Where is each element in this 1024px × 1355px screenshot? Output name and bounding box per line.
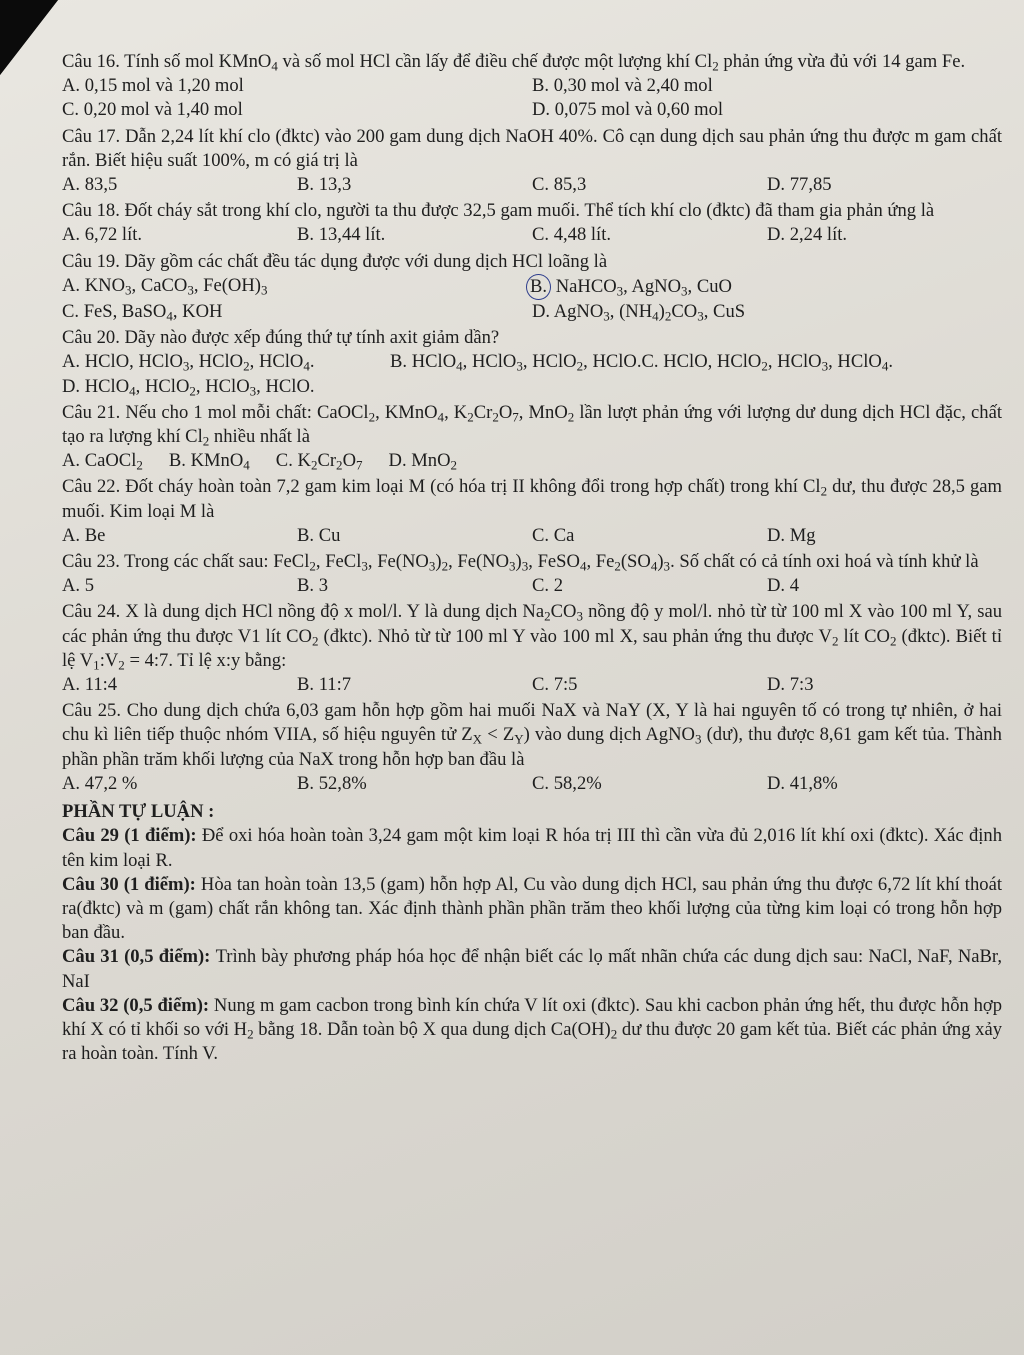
question-body: X là dung dịch HCl nồng độ x mol/l. Y là dung dịch $Na_2CO_3$ nồng độ y mol/l. nhỏ từ từ 100 ml X vào 100 ml Y, sau các phản ứng thu được V1 lít $CO_2$ (đktc). Nhỏ từ từ 100 ml Y vào 100 ml X, sau phản ứng thu được $V_2$ lít $CO_2$ (đktc). Biết tỉ lệ $V_1:V_2$ = 4:7. Tỉ lệ x:y bằng: [62, 601, 1002, 673]
question [62, 699, 1002, 796]
question-body: Dãy gồm các chất đều tác dụng được với dung dịch HCl loãng là [124, 250, 608, 272]
answer-option: D. 0,075 mol và 0,60 mol [532, 99, 724, 121]
question-text [62, 199, 1002, 223]
question-number: Câu 16. [62, 51, 125, 72]
answer-option: A. Be [62, 524, 106, 546]
question-body: Trong các chất sau: FeCl$_2$, FeCl$_3$, $Fe(NO_3)_2$, $Fe(NO_3)_3$, FeSO$_4$, $Fe_2(SO_4)_3$. Số chất có cả tính oxi hoá và tính khử là [124, 551, 979, 574]
folded-corner [0, 0, 58, 75]
question-body: Tính số mol KMnO$_4$ và số mol HCl cần lấy để điều chế được một lượng khí $Cl_2$ phản ứng vừa đủ với 14 gam Fe. [124, 51, 966, 74]
question [62, 600, 1002, 697]
essay-section-title: PHẦN TỰ LUẬN : [62, 801, 215, 823]
answer-option: C. HClO, HClO$_2$, HClO$_3$, HClO$_4$. [641, 351, 894, 374]
answer-option: B. Cu [297, 524, 341, 546]
question-text [62, 550, 1002, 574]
question-number: Câu 23. [62, 551, 125, 573]
answer-option: D. 77,85 [767, 174, 832, 196]
question-number: Câu 17. [62, 125, 126, 147]
question-text [62, 401, 1002, 449]
answer-option: C. Ca [532, 524, 575, 546]
essay-question [62, 824, 1002, 872]
answer-option: C. 0,20 mol và 1,40 mol [62, 99, 243, 121]
essay-question [62, 873, 1002, 946]
answer-option: A. 5 [62, 575, 95, 597]
answer-option: C. $K_2Cr_2O_7$ [275, 450, 363, 473]
essay-body: Hòa tan hoàn toàn 13,5 (gam) hỗn hợp Al, Cu vào dung dịch HCl, sau phản ứng thu được 6,72 lít khí thoát ra(đktc) và m (gam) chất rắn không tan. Xác định thành phần phần trăm theo khối lượng của từng kim loại có trong hỗn hợp ban đầu. [62, 873, 1002, 944]
question-number: Câu 25. [62, 700, 127, 722]
multiple-choice-section [62, 50, 1002, 796]
answer-option: A. 6,72 lít. [62, 224, 143, 246]
question [62, 50, 1002, 123]
answer-option: A. 11:4 [62, 674, 118, 696]
answer-option: B. NaHCO$_3$, AgNO$_3$, CuO [532, 274, 1002, 300]
question [62, 475, 1002, 548]
question-body: Cho dung dịch chứa 6,03 gam hỗn hợp gồm hai muối NaX và NaY (X, Y là hai nguyên tố có trong tự nhiên, ở hai chu kì liên tiếp thuộc nhóm VIIA, số hiệu nguyên tử $Z_X < Z_Y$) vào dung dịch AgNO$_3$ (dư), thu được 8,61 gam kết tủa. Thành phần phần trăm khối lượng của NaX trong hỗn hợp ban đầu là [62, 700, 1002, 770]
answer-options [62, 350, 1002, 398]
answer-option: B. 52,8% [297, 772, 367, 794]
answer-option: D. Mg [767, 524, 816, 546]
answer-options [62, 673, 1002, 697]
question [62, 250, 1002, 325]
answer-option: B. 13,44 lít. [297, 224, 386, 246]
question-number: Câu 19. [62, 250, 125, 272]
answer-option: C. FeS, BaSO$_4$, KOH [62, 301, 223, 324]
answer-option: A. $KNO_3$, CaCO$_3$, $Fe(OH)_3$ [62, 274, 268, 298]
answer-option: A. 47,2 % [62, 772, 138, 794]
answer-option: D. MnO$_2$ [388, 450, 458, 473]
essay-section [62, 824, 1002, 1066]
answer-option: B. KMnO$_4$ [168, 450, 250, 473]
answer-option: D. 4 [767, 575, 800, 597]
answer-option: D. AgNO$_3$, $(NH_4)_2CO_3$, CuS [532, 301, 746, 324]
answer-options [62, 274, 1002, 324]
answer-options [62, 74, 1002, 122]
essay-body: Để oxi hóa hoàn toàn 3,24 gam một kim loại R hóa trị III thì cần vừa đủ 2,016 lít khí oxi (đktc). Xác định tên kim loại R. [62, 825, 1002, 871]
essay-label: Câu 30 (1 điểm): [62, 873, 201, 895]
answer-option: D. HClO$_4$, HClO$_2$, HClO$_3$, HClO. [62, 375, 315, 398]
answer-option: C. 2 [532, 575, 563, 597]
answer-options [62, 574, 1002, 598]
answer-options [62, 772, 1002, 796]
answer-option: B. HClO$_4$, HClO$_3$, HClO$_2$, HClO. [390, 351, 642, 374]
question-text [62, 326, 1002, 350]
question-text [62, 50, 1002, 74]
answer-option: C. 85,3 [532, 174, 587, 196]
essay-body: Nung m gam cacbon trong bình kín chứa V lít oxi (đktc). Sau khi cacbon phản ứng hết, thu được hỗn hợp khí X có tỉ khối so với $H_2$ bằng 18. Dẫn toàn bộ X qua dung dịch $Ca(OH)_2$ dư thu được 20 gam kết tủa. Biết các phản ứng xảy ra hoàn toàn. Tính V. [62, 994, 1003, 1065]
answer-option: B. 0,30 mol và 2,40 mol [532, 75, 713, 97]
answer-options [62, 449, 1002, 473]
question-body: Dãy nào được xếp đúng thứ tự tính axit giảm dần? [124, 327, 500, 349]
question-number: Câu 24. [62, 601, 126, 623]
essay-label: Câu 29 (1 điểm): [62, 825, 202, 847]
question-text [62, 250, 1002, 274]
answer-options [62, 223, 1002, 247]
essay-question [62, 945, 1002, 993]
answer-options [62, 524, 1002, 548]
answer-option: A. 83,5 [62, 174, 118, 196]
answer-option: A. 0,15 mol và 1,20 mol [62, 75, 244, 97]
essay-label: Câu 32 (0,5 điểm): [62, 994, 214, 1016]
question-text [62, 699, 1002, 772]
question-body: Đốt cháy hoàn toàn 7,2 gam kim loại M (có hóa trị II không đổi trong hợp chất) trong khí $Cl_2$ dư, thu được 28,5 gam muối. Kim loại M là [62, 476, 1002, 522]
question-text [62, 475, 1002, 523]
answer-option: C. 4,48 lít. [532, 224, 612, 246]
question-number: Câu 22. [62, 476, 126, 498]
question-text [62, 600, 1002, 673]
question-number: Câu 20. [62, 327, 125, 349]
question [62, 125, 1002, 198]
question-body: Dẫn 2,24 lít khí clo (đktc) vào 200 gam dung dịch NaOH 40%. Cô cạn dung dịch sau phản ứng thu được m gam chất rắn. Biết hiệu suất 100%, m có giá trị là [62, 125, 1002, 171]
answer-option: B. 13,3 [297, 174, 352, 196]
question [62, 550, 1002, 598]
question-number: Câu 21. [62, 401, 126, 423]
question [62, 326, 1002, 399]
question-number: Câu 18. [62, 200, 125, 222]
essay-question [62, 994, 1002, 1067]
answer-option: C. 58,2% [532, 772, 602, 794]
question [62, 401, 1002, 474]
answer-option: B. 11:7 [297, 674, 352, 696]
answer-option: A. CaOCl$_2$ [62, 450, 143, 473]
question-text [62, 125, 1002, 173]
question [62, 199, 1002, 247]
answer-options [62, 173, 1002, 197]
question-body: Đốt cháy sắt trong khí clo, người ta thu được 32,5 gam muối. Thể tích khí clo (đktc) đã tham gia phản ứng là [124, 200, 935, 222]
answer-option: D. 7:3 [767, 674, 814, 696]
question-body: Nếu cho 1 mol mỗi chất: CaOCl$_2$, KMnO$_4$, $K_2Cr_2O_7$, MnO$_2$ lần lượt phản ứng với lượng dư dung dịch HCl đặc, chất tạo ra lượng khí $Cl_2$ nhiều nhất là [62, 401, 1002, 449]
essay-label: Câu 31 (0,5 điểm): [62, 946, 216, 968]
exam-content [62, 50, 1002, 1066]
essay-body: Trình bày phương pháp hóa học để nhận biết các lọ mất nhãn chứa các dung dịch sau: NaCl, NaF, NaBr, NaI [62, 946, 1002, 992]
answer-option: D. 41,8% [767, 772, 838, 794]
answer-option: C. 7:5 [532, 674, 578, 696]
answer-option: D. 2,24 lít. [767, 224, 848, 246]
answer-option: B. 3 [297, 575, 328, 597]
answer-option: A. HClO, HClO$_3$, HClO$_2$, HClO$_4$. [62, 351, 315, 374]
